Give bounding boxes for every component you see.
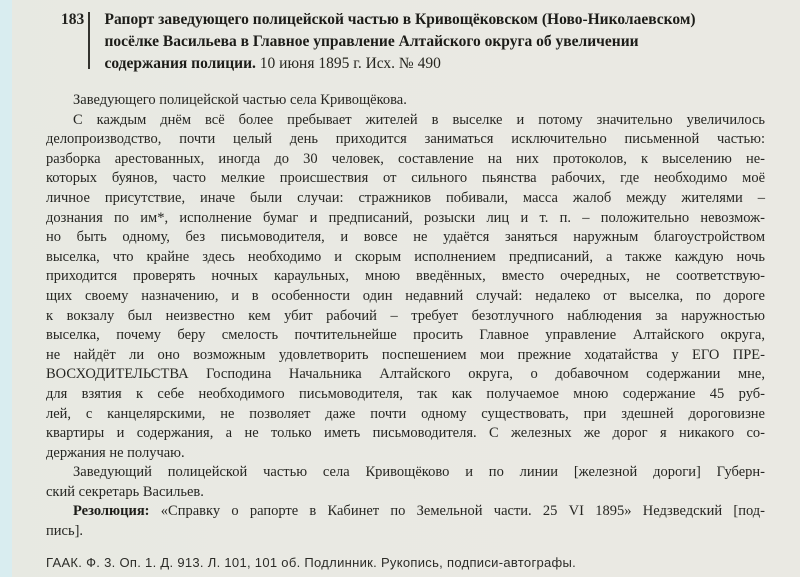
report-line: С каждым днём всё более пребывает жителей в выселке и потому значительно увеличилось [73, 111, 765, 128]
resolution-label: Резолюция: [73, 503, 150, 520]
report-line: выселка, почему беру смелость почтительнейше просить Главное управление Алтайского округа, [46, 327, 765, 344]
report-line: держания не получаю. [46, 444, 185, 461]
signature-line: Заведующий полицейской частью села Кривощёково и по линии [железной дороги] Губерн- [73, 464, 765, 481]
report-paragraph [46, 111, 765, 464]
document-header [46, 9, 765, 75]
document-number: 183 [61, 11, 85, 28]
title-line: Рапорт заведующего полицейской частью в Кривощёковском (Ново-Николаевском) [104, 11, 696, 28]
archive-reference: ГААК. Ф. 3. Оп. 1. Д. 913. Л. 101, 101 об. Подлинник. Рукопись, подписи-автографы. [46, 554, 577, 570]
report-line: для взятия к себе необходимого письмоводителя, так как получаемое мною содержание 45 руб- [46, 385, 765, 402]
resolution-text: «Справку о рапорте в Кабинет по Земельной части. 25 VI 1895» Недзведский [под- [160, 503, 765, 520]
report-line: дознания по им*, исполнение бумаг и предписаний, розыски лиц и т. п. – положительно невозмож- [46, 209, 765, 226]
title-date: 10 июня 1895 г. Исх. № 490 [259, 55, 441, 72]
report-line: квартиры и содержания, а не только иметь письмоводителя. С железных же дорог я никакого со- [46, 425, 765, 442]
scan-edge-strip [0, 0, 12, 577]
header-divider [88, 12, 90, 69]
signature-paragraph [46, 463, 765, 502]
report-line: разборка арестованных, иногда до 30 человек, составление на них протоколов, к выселению не- [46, 150, 765, 167]
document-body [46, 91, 765, 542]
report-line: личное присутствие, иначе были случаи: стражников побивали, масса жалоб между жителями – [46, 189, 765, 206]
report-line: приходится проверять ночных караульных, мною введённых, вместо очередных, не соответствую- [46, 268, 765, 285]
title-line: посёлке Васильева в Главное управление Алтайского округа об увеличении [104, 33, 639, 50]
resolution-paragraph [46, 502, 765, 541]
report-line: ВОСХОДИТЕЛЬСТВА Господина Начальника Алтайского округа, о добавочном содержании мне, [46, 366, 765, 383]
report-line: но быть одному, без письмоводителя, и вовсе не удаётся заняться наружным благоустройством [46, 229, 765, 246]
signature-line: ский секретарь Васильев. [46, 483, 204, 500]
resolution-line: пись]. [46, 523, 84, 540]
report-line: к вокзалу был неизвестно кем убит рабочий – требует безотлучного наблюдения за наружностью [46, 307, 765, 324]
document-title [105, 9, 766, 75]
report-line: которых буянов, часто мелкие происшествия от сильного пьянства рабочих, где необходимо моё [46, 170, 765, 187]
report-line: щих своему назначению, и в особенности один недавний случай: недалеко от выселка, по дороге [46, 287, 765, 304]
title-bold-part: содержания полиции. [104, 55, 256, 72]
title-line [105, 53, 766, 75]
resolution-line [46, 502, 765, 522]
report-line: выселка, что крайне здесь необходимо и скорым исполнением предписаний, а также каждую ночь [46, 248, 765, 265]
report-line: лей, с канцелярскими, не позволяет даже почти одному существовать, при здешней дороговизне [46, 405, 765, 422]
report-line: делопроизводство, почти целый день приходится заниматься исключительно письменной частью: [46, 131, 765, 148]
salutation-line: Заведующего полицейской частью села Кривощёкова. [73, 92, 407, 108]
page-content [46, 9, 765, 570]
report-line: не найдёт ли оно возможным удовлетворить поспешением мои прежние ходатайства у ЕГО ПРЕ- [46, 346, 765, 363]
